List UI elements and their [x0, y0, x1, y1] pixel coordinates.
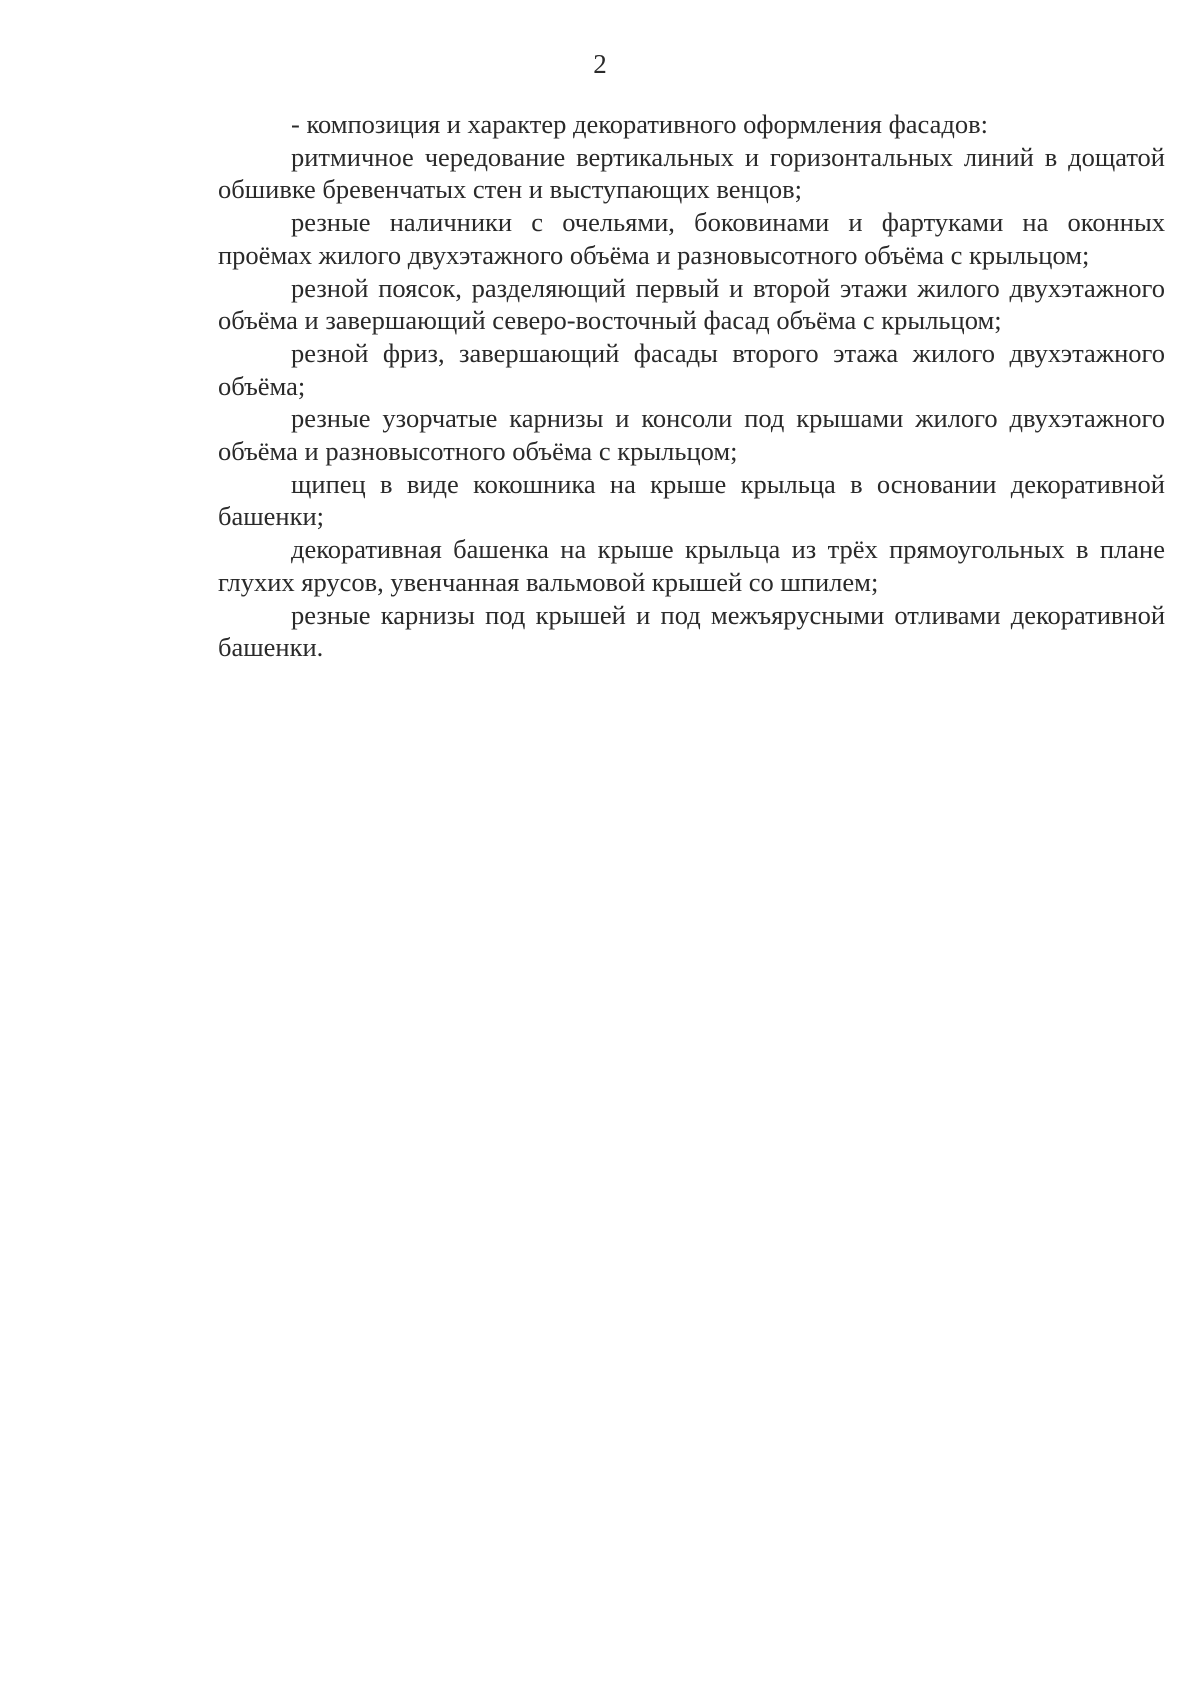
- paragraph-kokoshnik-gable: щипец в виде кокошника на крыше крыльца в основании декоративной башенки;: [218, 468, 1165, 532]
- paragraph-facade-composition: - композиция и характер декоративного оформления фасадов:: [291, 109, 988, 139]
- paragraph-carved-cornices: резные узорчатые карнизы и консоли под крышами жилого двухэтажного объёма и разновысотного объёма с крыльцом;: [218, 403, 1165, 467]
- paragraph-carved-window-frames: резные наличники с очельями, боковинами и фартуками на оконных проёмах жилого двухэтажного объёма и разновысотного объёма с крыльцом;: [218, 207, 1165, 270]
- paragraph-carved-belt: резной поясок, разделяющий первый и второй этажи жилого двухэтажного объёма и завершающий северо-восточный фасад объёма с крыльцом;: [218, 272, 1165, 336]
- document-body: [218, 108, 1165, 664]
- paragraph-decorative-turret: декоративная башенка на крыше крыльца из трёх прямоугольных в плане глухих ярусов, увенчанная вальмовой крышей со шпилем;: [218, 534, 1165, 597]
- paragraph-turret-cornices: резные карнизы под крышей и под межъярусными отливами декоративной башенки.: [218, 599, 1165, 663]
- page-number: 2: [593, 49, 607, 79]
- paragraph-rhythmic-lines: ритмичное чередование вертикальных и горизонтальных линий в дощатой обшивке бревенчатых стен и выступающих венцов;: [218, 141, 1165, 205]
- paragraph-carved-frieze: резной фриз, завершающий фасады второго этажа жилого двухэтажного объёма;: [218, 337, 1165, 401]
